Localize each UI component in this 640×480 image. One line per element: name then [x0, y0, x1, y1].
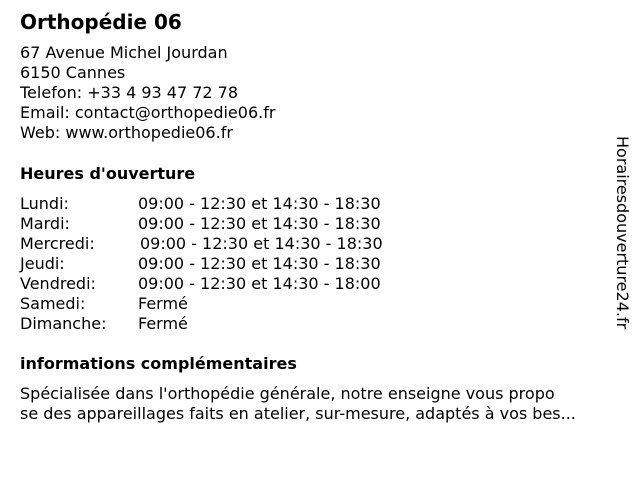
day-label: Samedi: — [20, 294, 86, 313]
day-label: Vendredi: — [20, 274, 96, 293]
day-hours: 09:00 - 12:30 et 14:30 - 18:30 — [138, 254, 381, 273]
day-hours: 09:00 - 12:30 et 14:30 - 18:30 — [140, 234, 383, 253]
day-label: Lundi: — [20, 194, 69, 213]
day-hours: 09:00 - 12:30 et 14:30 - 18:30 — [138, 194, 381, 213]
day-hours: 09:00 - 12:30 et 14:30 - 18:00 — [138, 274, 381, 293]
website-address: Web: www.orthopedie06.fr — [20, 123, 233, 142]
day-hours: Fermé — [138, 294, 188, 313]
day-label: Dimanche: — [20, 314, 107, 333]
additional-info-heading: informations complémentaires — [20, 354, 297, 373]
email-address: Email: contact@orthopedie06.fr — [20, 103, 276, 122]
day-label: Mardi: — [20, 214, 70, 233]
day-label: Jeudi: — [20, 254, 65, 273]
day-label: Mercredi: — [20, 234, 95, 253]
description-line: se des appareillages faits en atelier, sur-mesure, adaptés à vos bes... — [20, 404, 576, 423]
day-hours: Fermé — [138, 314, 188, 333]
day-hours: 09:00 - 12:30 et 14:30 - 18:30 — [138, 214, 381, 233]
source-watermark: Horairesdouverture24.fr — [613, 136, 632, 330]
opening-hours-heading: Heures d'ouverture — [20, 164, 196, 183]
business-name: Orthopédie 06 — [20, 10, 182, 34]
contact-block — [20, 43, 275, 143]
additional-info-text — [20, 384, 576, 424]
phone-number: Telefon: +33 4 93 47 72 78 — [20, 83, 239, 102]
description-line: Spécialisée dans l'orthopédie générale, notre enseigne vous propo — [20, 384, 555, 403]
address-street: 67 Avenue Michel Jourdan — [20, 43, 228, 62]
address-city: 6150 Cannes — [20, 63, 126, 82]
